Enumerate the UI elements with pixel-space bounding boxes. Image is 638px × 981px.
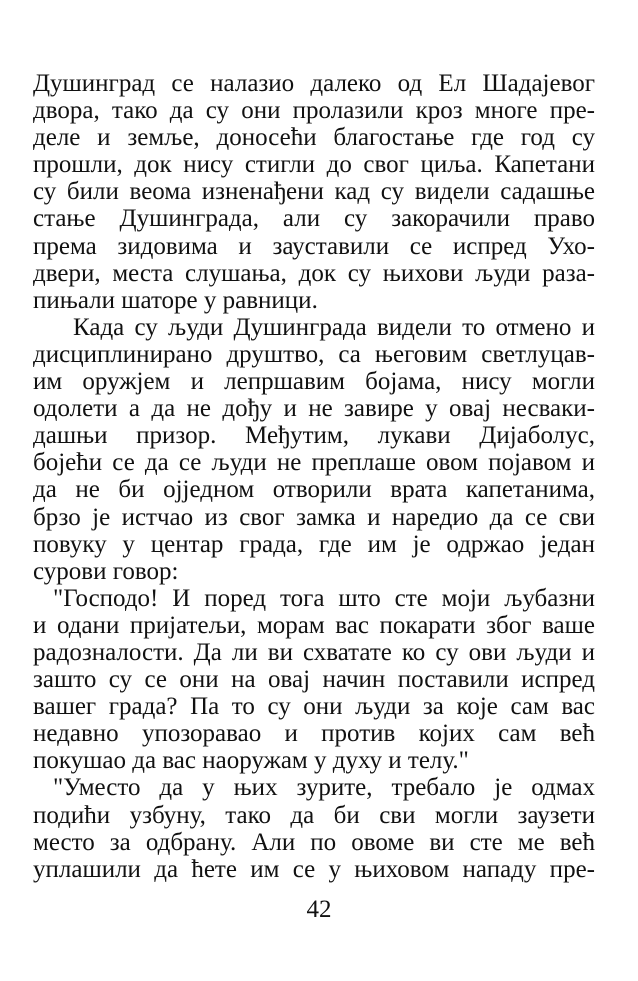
text-line: одолети а да не дођу и не завире у овај несваки- [33,395,595,423]
text-line: деле и земље, доносећи благостање где год су [33,124,595,152]
text-line: "Господо! И поред тога што сте моји љубазни [53,584,595,612]
text-line: место за одбрану. Али по овоме ви сте ме већ [33,828,595,856]
text-line: дашњи призор. Међутим, лукави Дијаболус, [33,422,595,450]
text-line: Душинград се налазио далеко од Ел Шадајевог [33,70,595,97]
text-line: покушао да вас наоружам у духу и телу." [33,747,469,775]
text-line: су били веома изненађени кад су видели садашње [33,178,595,206]
text-line: према зидовима и зауставили се испред Ухо- [33,232,595,260]
text-line: им оружјем и лепршавим бојама, нису могли [33,368,595,396]
text-line: сурови говор: [33,557,179,585]
text-line: вашег града? Па то су они људи за које сам вас [33,693,595,721]
text-line: дисциплинирано друштво, са његовим светлуцав- [33,340,595,368]
text-line: двери, места слушања, док су њихови људи раза- [33,259,595,287]
text-line: да не би ојједном отворили врата капетанима, [33,476,595,504]
text-line: пињали шаторе у равници. [33,286,318,314]
text-line: повуку у центар града, где им је одржао један [33,530,595,558]
text-line: подићи узбуну, тако да би сви могли заузети [33,801,595,829]
text-line: радозналости. Да ли ви схватате ко су ови људи и [33,638,595,666]
text-line: Када су људи Душинграда видели то отмено и [73,313,595,341]
page-number: 42 [306,896,332,923]
text-line: стање Душинграда, али су закорачили право [33,205,595,233]
text-line: бојећи се да се људи не преплаше овом појавом и [33,449,595,477]
text-line: "Уместо да у њих зурите, требало је одмах [53,774,595,802]
text-line: уплашили да ћете им се у њиховом нападу пре- [33,855,595,883]
text-line: зашто су се они на овај начин поставили испред [33,666,595,694]
text-line: прошли, док нису стигли до свог циља. Капетани [33,151,595,179]
body-text [33,70,595,883]
text-line: недавно упозоравао и против којих сам већ [33,720,595,748]
text-line: двора, тако да су они пролазили кроз многе пре- [33,97,595,125]
text-line: и одани пријатељи, морам вас покарати због ваше [33,611,595,639]
text-line: брзо је истчао из свог замка и наредио да се сви [33,503,595,531]
